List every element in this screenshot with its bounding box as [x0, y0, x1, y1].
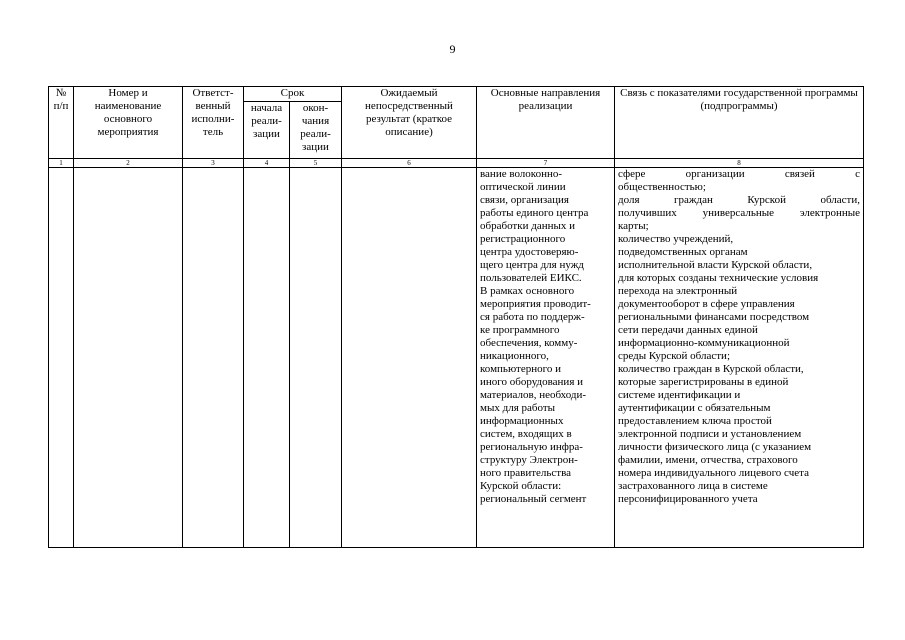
- directions-line: Курской области:: [480, 480, 562, 492]
- directions-line: региональную инфра-: [480, 441, 583, 453]
- indicators-line: которые зарегистрированы в единой: [618, 376, 789, 388]
- indicators-line: получивших универсальные электронные: [618, 207, 860, 219]
- indicators-line: электронной подписи и установлением: [618, 428, 802, 440]
- indicators-line: личности физического лица (с указанием: [618, 441, 812, 453]
- directions-line: ного правительства: [480, 467, 572, 479]
- indicators-line: для которых созданы технические условия: [618, 272, 819, 284]
- indicators-line: подведомственных органам: [618, 246, 748, 258]
- indicators-line: карты;: [618, 220, 649, 232]
- indicators-line: доля граждан Курской области,: [618, 194, 860, 206]
- directions-line: информационных: [480, 415, 564, 427]
- indicators-line: общественностью;: [618, 181, 706, 193]
- directions-line: оптической линии: [480, 181, 566, 193]
- column-number-row: [49, 159, 864, 168]
- header-col-6: Ожидаемый непосредственный результат (краткое описание): [342, 87, 477, 159]
- directions-line: щего центра для нужд: [480, 259, 584, 271]
- directions-line: обеспечения, комму-: [480, 337, 578, 349]
- directions-line: работы единого центра: [480, 207, 589, 219]
- directions-line: региональный сегмент: [480, 493, 587, 505]
- directions-line: мероприятия проводит-: [480, 298, 591, 310]
- indicators-line: количество граждан в Курской области,: [618, 363, 804, 375]
- indicators-line: количество учреждений,: [618, 233, 734, 245]
- indicators-line: застрахованного лица в системе: [618, 480, 768, 492]
- indicators-line: фамилии, имени, отчества, страхового: [618, 454, 798, 466]
- column-number: 1: [49, 159, 74, 168]
- cell-executor: [183, 168, 244, 548]
- directions-line: никационного,: [480, 350, 549, 362]
- column-number: 4: [244, 159, 290, 168]
- cell-number: [49, 168, 74, 548]
- directions-line: центра удостоверяю-: [480, 246, 579, 258]
- indicators-line: среды Курской области;: [618, 350, 730, 362]
- cell-end: [290, 168, 342, 548]
- indicators-line: исполнительной власти Курской области,: [618, 259, 813, 271]
- indicators-line: аутентификации с обязательным: [618, 402, 771, 414]
- directions-line: иного оборудования и: [480, 376, 584, 388]
- column-number: 6: [342, 159, 477, 168]
- cell-expected-result: [342, 168, 477, 548]
- directions-line: обработки данных и: [480, 220, 575, 232]
- directions-line: В рамках основного: [480, 285, 575, 297]
- header-col-4: начала реали-зации: [244, 102, 290, 159]
- directions-line: компьютерного и: [480, 363, 561, 375]
- column-number: 3: [183, 159, 244, 168]
- header-col-2: Номер и наименование основного мероприятия: [74, 87, 183, 159]
- indicators-line: информационно-коммуникационной: [618, 337, 790, 349]
- indicators-line: перехода на электронный: [618, 285, 738, 297]
- indicators-line: региональными финансами посредством: [618, 311, 810, 323]
- indicators-line: персонифицированного учета: [618, 493, 758, 505]
- header-col-7: Основные направления реализации: [477, 87, 615, 159]
- indicators-line: номера индивидуального лицевого счета: [618, 467, 809, 479]
- indicators-line: сфере организации связей с: [618, 168, 860, 180]
- directions-line: материалов, необходи-: [480, 389, 587, 401]
- header-col-8: Связь с показателями государственной программы (подпрограммы): [615, 87, 864, 159]
- cell-start: [244, 168, 290, 548]
- activities-table: [48, 86, 864, 548]
- header-col-1: № п/п: [49, 87, 74, 159]
- page-number: 9: [449, 42, 456, 56]
- directions-line: структуру Электрон-: [480, 454, 578, 466]
- column-number: 7: [477, 159, 615, 168]
- indicators-line: сети передачи данных единой: [618, 324, 758, 336]
- header-col-3: Ответст-венный исполни-тель: [183, 87, 244, 159]
- column-number: 2: [74, 159, 183, 168]
- indicators-line: предоставлением ключа простой: [618, 415, 772, 427]
- header-row: [49, 87, 864, 102]
- column-number: 8: [615, 159, 864, 168]
- header-srok: Срок: [244, 87, 342, 102]
- indicators-line: системе идентификации и: [618, 389, 741, 401]
- directions-line: пользователей ЕИКС.: [480, 272, 582, 284]
- cell-activity-name: [74, 168, 183, 548]
- directions-line: мых для работы: [480, 402, 556, 414]
- cell-directions: [477, 168, 615, 548]
- directions-line: систем, входящих в: [480, 428, 572, 440]
- header-col-5: окон-чания реали-зации: [290, 102, 342, 159]
- directions-line: вание волоконно-: [480, 168, 563, 180]
- column-number: 5: [290, 159, 342, 168]
- directions-line: связи, организация: [480, 194, 569, 206]
- cell-indicators: [615, 168, 864, 548]
- indicators-line: документооборот в сфере управления: [618, 298, 795, 310]
- directions-line: регистрационного: [480, 233, 566, 245]
- table-row: [49, 168, 864, 548]
- directions-line: ке программного: [480, 324, 560, 336]
- directions-line: ся работа по поддерж-: [480, 311, 585, 323]
